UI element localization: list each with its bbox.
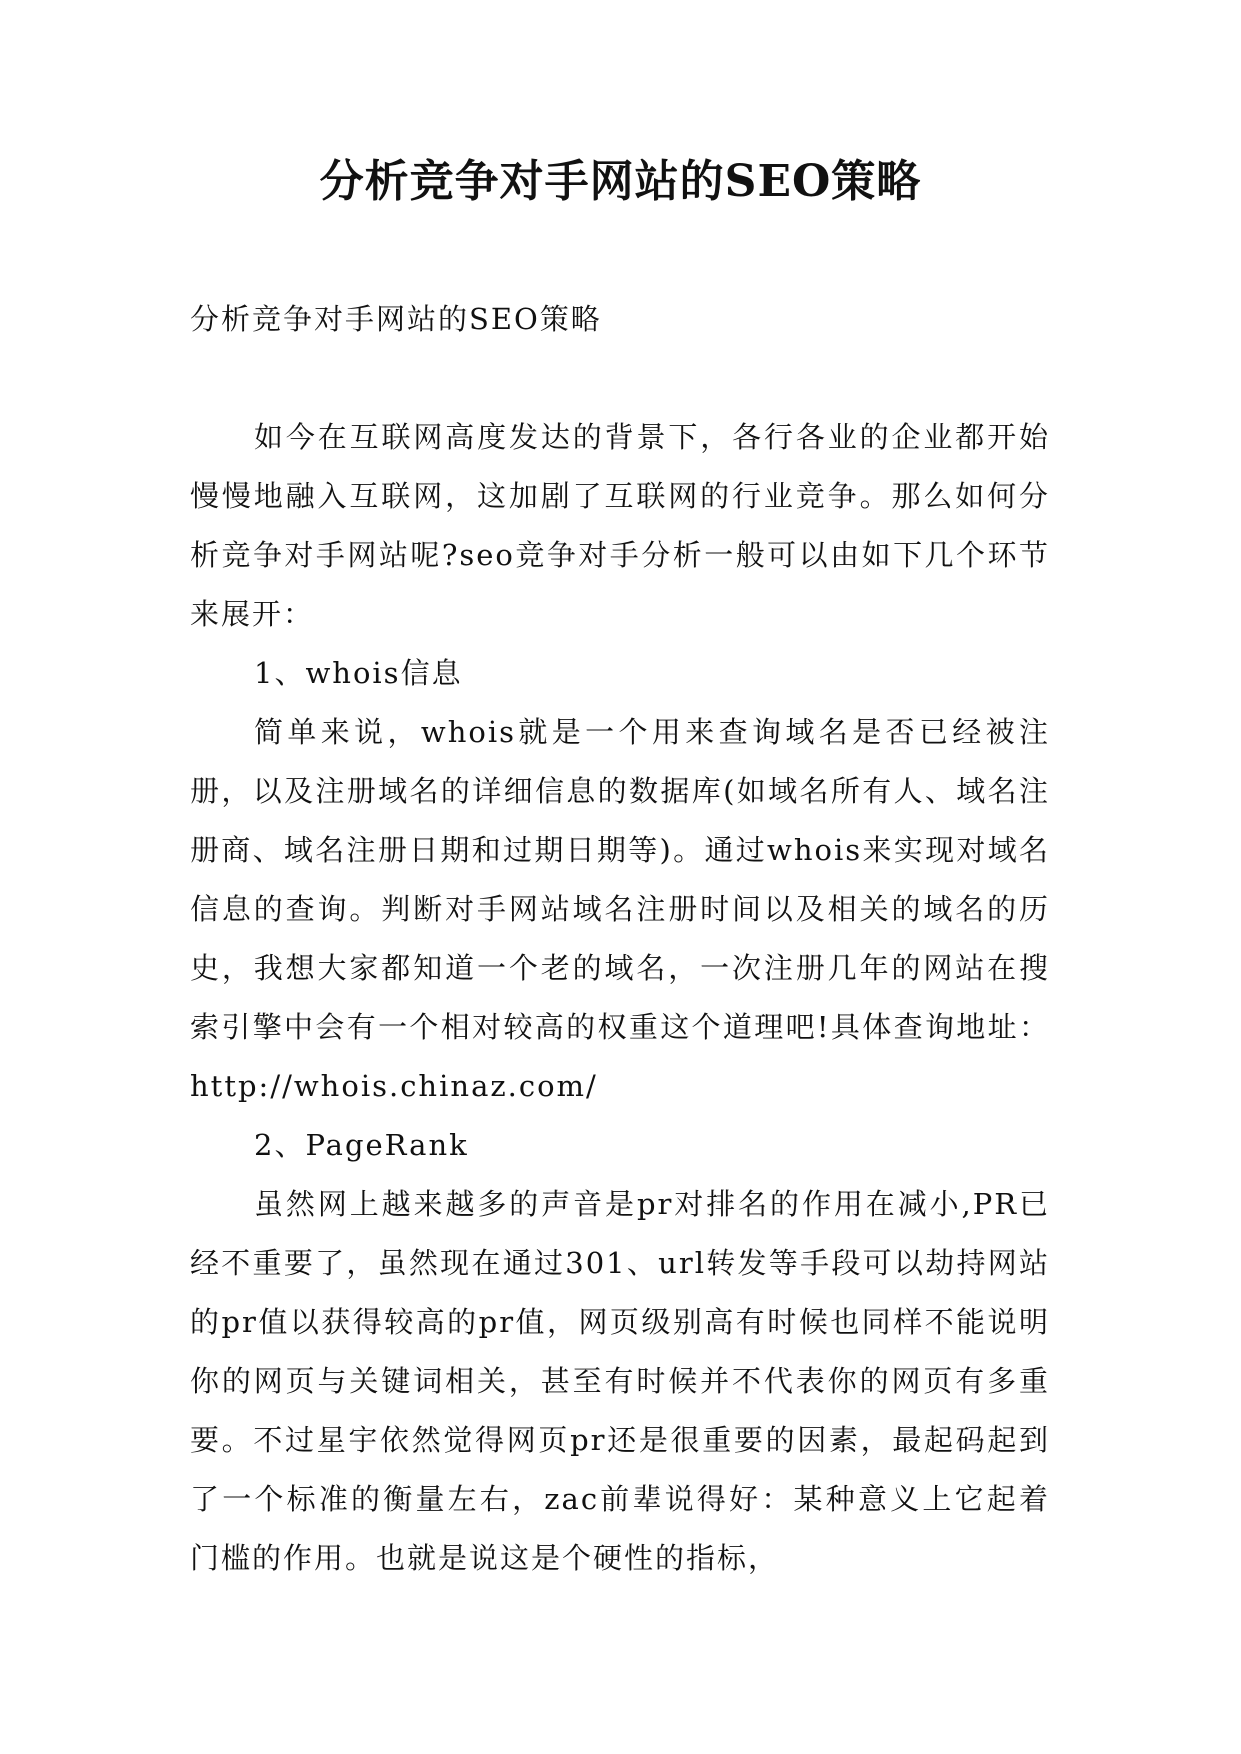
document-subtitle: 分析竞争对手网站的SEO策略 [190,302,602,336]
paragraph-whois: 简单来说，whois就是一个用来查询域名是否已经被注册，以及注册域名的详细信息的数据库(如域名所有人、域名注册商、域名注册日期和过期日期等)。通过whois来实现对域名信息的查询。判断对手网站域名注册时间以及相关的域名的历史，我想大家都知道一个老的域名，一次注册几年的网站在搜索引擎中会有一个相对较高的权重这个道理吧!具体查询地址：http://whois.chinaz.com/ [190,715,1050,1103]
paragraph-pagerank: 虽然网上越来越多的声音是pr对排名的作用在减小,PR已经不重要了，虽然现在通过301、url转发等手段可以劫持网站的pr值以获得较高的pr值，网页级别高有时候也同样不能说明你的网页与关键词相关，甚至有时候并不代表你的网页有多重要。不过星宇依然觉得网页pr还是很重要的因素，最起码起到了一个标准的衡量左右，zac前辈说得好：某种意义上它起着门槛的作用。也就是说这是个硬性的指标， [190,1187,1050,1575]
document-title: 分析竞争对手网站的SEO策略 [319,156,922,207]
paragraph-intro: 如今在互联网高度发达的背景下，各行各业的企业都开始慢慢地融入互联网，这加剧了互联网的行业竞争。那么如何分析竞争对手网站呢?seo竞争对手分析一般可以由如下几个环节来展开： [190,420,1050,631]
document-body [190,290,1050,1588]
section-heading-pagerank: 2、PageRank [254,1128,469,1162]
section-heading-whois: 1、whois信息 [254,656,463,690]
